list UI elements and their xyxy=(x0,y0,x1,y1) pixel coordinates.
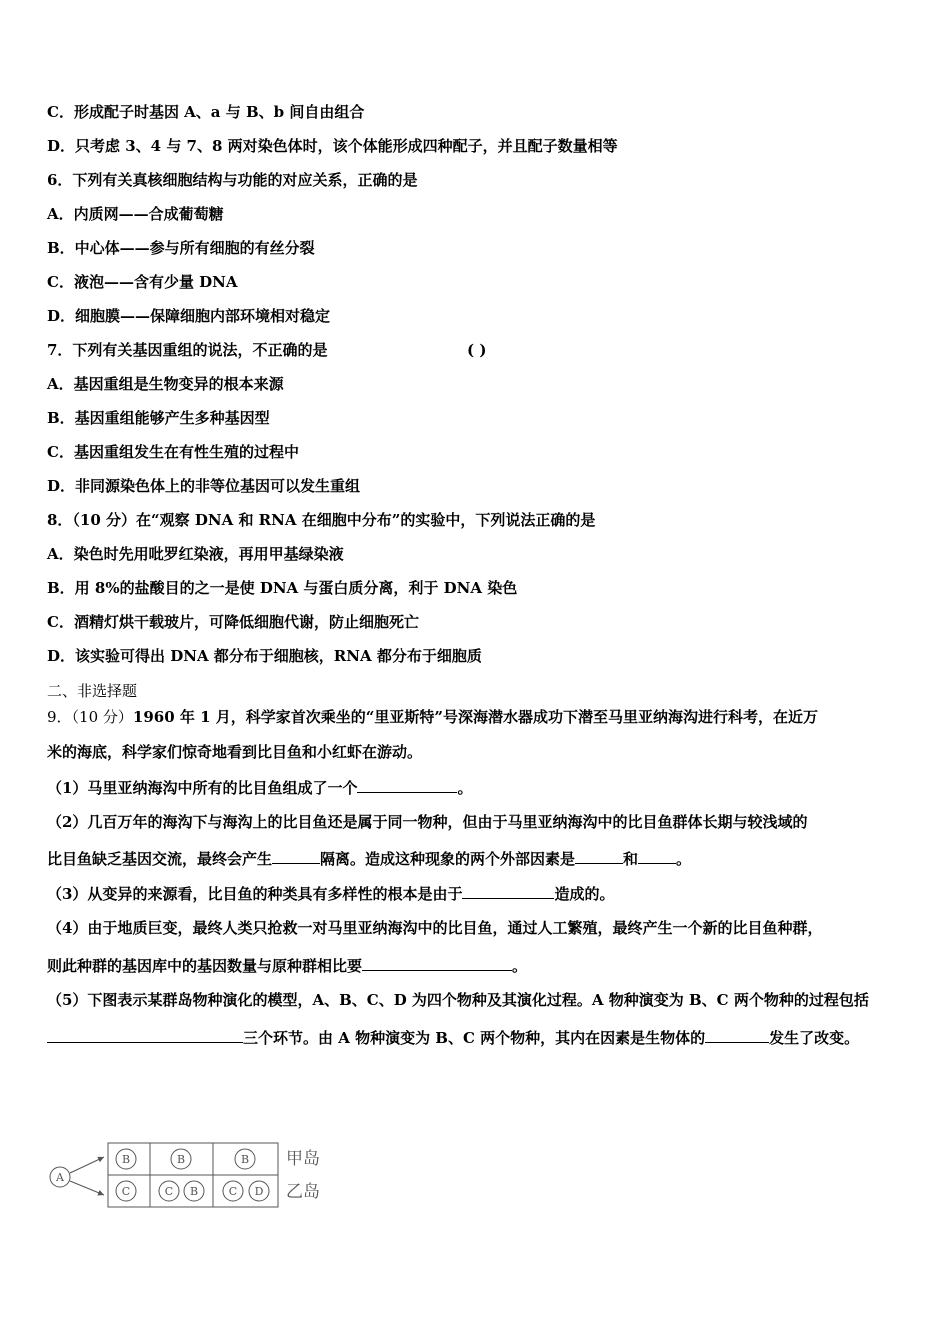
answer-blank xyxy=(575,848,623,864)
question-9-part-2-line-1: （2）几百万年的海沟下与海沟上的比目鱼还是属于同一物种，但由于马里亚纳海沟中的比目鱼群体长期与较浅域的 xyxy=(47,813,808,831)
row2-cell3a: C xyxy=(228,1185,238,1198)
question-7-answer-paren: ( ) xyxy=(467,341,487,359)
question-7-option-c: C．基因重组发生在有性生殖的过程中 xyxy=(47,443,299,461)
question-7-option-d: D．非同源染色体上的非等位基因可以发生重组 xyxy=(47,477,361,495)
island-2-label: 乙岛 xyxy=(286,1182,320,1202)
answer-blank xyxy=(362,955,512,971)
answer-blank xyxy=(47,1027,243,1043)
question-8-stem: 8．（10 分）在“观察 DNA 和 RNA 在细胞中分布”的实验中，下列说法正确的是 xyxy=(47,511,596,529)
question-9-part-5-line-1: （5）下图表示某群岛物种演化的模型，A、B、C、D 为四个物种及其演化过程。A 物种演变为 B、C 两个物种的过程包括 xyxy=(47,991,869,1009)
question-9-part-3: （3）从变异的来源看，比目鱼的种类具有多样性的根本是由于 造成的。 xyxy=(47,885,615,903)
answer-blank xyxy=(705,1027,769,1043)
question-9-stem-text: 1960 年 1 月，科学家首次乘坐的“里亚斯特”号深海潜水器成功下潜至马里亚纳海沟进行科考，在近万 xyxy=(132,708,819,726)
arrow-to-island-1 xyxy=(70,1157,104,1173)
section-2-heading: 二、非选择题 xyxy=(47,682,138,700)
question-7-option-a: A．基因重组是生物变异的根本来源 xyxy=(47,375,284,393)
question-8-option-d: D．该实验可得出 DNA 都分布于细胞核，RNA 都分布于细胞质 xyxy=(47,647,482,665)
question-7-stem: 7．下列有关基因重组的说法，不正确的是 xyxy=(47,341,328,359)
option-d-line: D．只考虑 3、4 与 7、8 两对染色体时，该个体能形成四种配子，并且配子数量相等 xyxy=(47,137,618,155)
question-7-option-b: B．基因重组能够产生多种基因型 xyxy=(47,409,270,427)
question-6-stem: 6．下列有关真核细胞结构与功能的对应关系，正确的是 xyxy=(47,171,418,189)
island-1-label: 甲岛 xyxy=(286,1149,320,1169)
question-9-part-5-line-2: 三个环节。由 A 物种演变为 B、C 两个物种，其内在因素是生物体的 发生了改变。 xyxy=(47,1027,859,1048)
question-9-score: 9．（10 分） xyxy=(47,708,133,726)
row1-cell2: B xyxy=(176,1153,186,1166)
answer-blank xyxy=(462,883,554,899)
option-c-line: C．形成配子时基因 A、a 与 B、b 间自由组合 xyxy=(47,103,365,121)
question-9-part-4-line-1: （4）由于地质巨变，最终人类只抢救一对马里亚纳海沟中的比目鱼，通过人工繁殖，最终产生一个新的比目鱼种群， xyxy=(47,919,823,937)
row2-cell2b: B xyxy=(189,1185,199,1198)
diagram-svg xyxy=(40,1135,340,1220)
question-9-part-4-line-2: 则此种群的基因库中的基因数量与原种群相比要 。 xyxy=(47,957,528,975)
question-6-option-c: C．液泡——含有少量 DNA xyxy=(47,273,238,291)
question-8-option-a: A．染色时先用吡罗红染液，再用甲基绿染液 xyxy=(47,545,344,563)
answer-blank xyxy=(357,777,457,793)
question-9-stem-line-2: 米的海底，科学家们惊奇地看到比目鱼和小红虾在游动。 xyxy=(47,743,423,761)
question-6-option-d: D．细胞膜——保障细胞内部环境相对稳定 xyxy=(47,307,331,325)
row1-cell1: B xyxy=(121,1153,131,1166)
arrow-to-island-2 xyxy=(70,1181,104,1195)
row2-cell2a: C xyxy=(164,1185,174,1198)
row2-cell1: C xyxy=(121,1185,131,1198)
answer-blank xyxy=(638,848,676,864)
question-9-stem-line-1 xyxy=(47,707,818,727)
question-8-option-c: C．酒精灯烘干载玻片，可降低细胞代谢，防止细胞死亡 xyxy=(47,613,419,631)
row2-cell3b: D xyxy=(254,1185,264,1198)
question-6-option-b: B．中心体——参与所有细胞的有丝分裂 xyxy=(47,239,315,257)
question-8-option-b: B．用 8%的盐酸目的之一是使 DNA 与蛋白质分离，利于 DNA 染色 xyxy=(47,579,518,597)
question-9-part-1: （1）马里亚纳海沟中所有的比目鱼组成了一个 。 xyxy=(47,779,473,797)
species-evolution-diagram xyxy=(40,1135,340,1220)
question-6-option-a: A．内质网——合成葡萄糖 xyxy=(47,205,224,223)
row1-cell3: B xyxy=(240,1153,250,1166)
species-a-label: A xyxy=(56,1171,64,1184)
question-9-part-2-line-2: 比目鱼缺乏基因交流，最终会产生 隔离。造成这种现象的两个外部因素是 和 。 xyxy=(47,850,692,868)
answer-blank xyxy=(272,848,320,864)
